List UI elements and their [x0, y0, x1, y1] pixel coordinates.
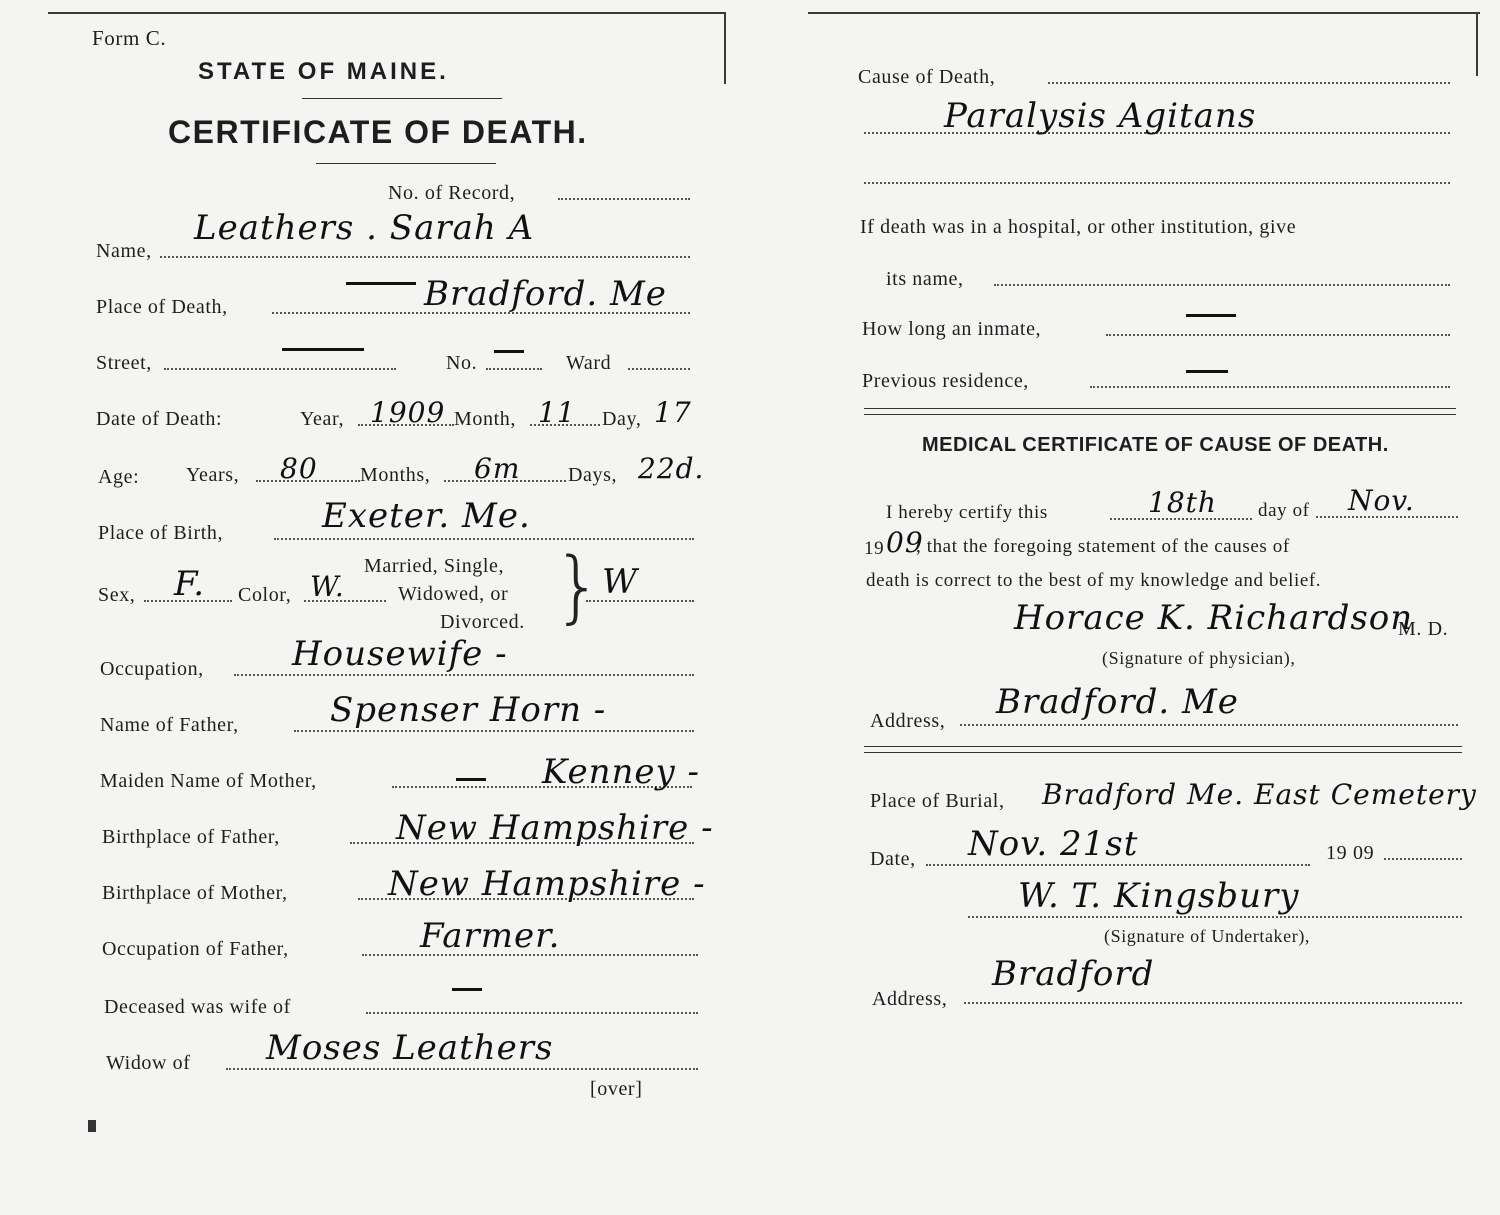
mother-birthplace-label: Birthplace of Mother, [102, 882, 288, 904]
burial-rule-top [864, 746, 1462, 747]
card-right-edge [1476, 12, 1478, 76]
cause-of-death-label: Cause of Death, [858, 66, 996, 88]
place-of-death-value: Bradford. Me [424, 274, 667, 314]
physician-address-label: Address, [870, 710, 946, 732]
color-value: W. [310, 570, 345, 603]
certify-month-value: Nov. [1348, 484, 1415, 517]
father-occupation-value: Farmer. [420, 916, 561, 956]
date-of-death-label: Date of Death: [96, 408, 223, 430]
hospital-name-dotted-line [994, 284, 1450, 286]
sex-label: Sex, [98, 584, 136, 606]
undertaker-address-dotted-line [964, 1002, 1462, 1004]
marital-option-line-2: Widowed, or [398, 583, 509, 605]
street-dotted-line [164, 368, 396, 370]
marital-brace: } [553, 542, 603, 632]
card-right-edge [724, 12, 726, 84]
burial-rule-bottom [864, 752, 1462, 753]
street-label: Street, [96, 352, 152, 374]
death-certificate-back [808, 12, 1480, 1112]
ward-label: Ward [566, 352, 612, 374]
age-months-value: 6m [474, 452, 521, 485]
section-rule-top [864, 408, 1456, 409]
years-label: Years, [186, 464, 240, 486]
inmate-duration-dotted-line [1106, 334, 1450, 336]
state-heading: STATE OF MAINE. [198, 58, 449, 85]
father-occupation-label: Occupation of Father, [102, 938, 289, 960]
previous-residence-dotted-line [1090, 386, 1450, 388]
burial-year-dotted-line [1384, 858, 1462, 860]
father-name-label: Name of Father, [100, 714, 239, 736]
mother-maiden-name-label: Maiden Name of Mother, [100, 770, 317, 792]
place-of-birth-value: Exeter. Me. [322, 496, 531, 536]
burial-year-prefix: 19 [1326, 842, 1348, 864]
death-month-value: 11 [538, 396, 576, 429]
age-label: Age: [98, 466, 140, 488]
burial-date-label: Date, [870, 848, 916, 870]
heading-rule [302, 98, 502, 99]
physician-signature: Horace K. Richardson [1014, 598, 1414, 638]
undertaker-address-label: Address, [872, 988, 948, 1010]
physician-address-value: Bradford. Me [996, 682, 1239, 722]
place-of-birth-label: Place of Birth, [98, 522, 224, 544]
place-of-death-label: Place of Death, [96, 296, 228, 318]
day-of-label: day of [1258, 500, 1310, 521]
over-note: [over] [590, 1078, 643, 1100]
undertaker-address-value: Bradford [992, 954, 1155, 994]
wife-of-dash [452, 988, 482, 991]
inmate-duration-dash [1186, 314, 1236, 317]
cause-of-death-value: Paralysis Agitans [944, 96, 1257, 136]
days-label: Days, [568, 464, 618, 486]
house-number-label: No. [446, 352, 478, 374]
father-birthplace-value: New Hampshire - [396, 808, 714, 848]
form-label: Form C. [92, 26, 167, 50]
medical-certificate-title: MEDICAL CERTIFICATE OF CAUSE OF DEATH. [922, 434, 1389, 456]
year-label: Year, [300, 408, 345, 430]
physician-signature-caption: (Signature of physician), [1102, 648, 1296, 668]
father-name-value: Spenser Horn - [330, 690, 607, 730]
place-of-burial-value: Bradford Me. East Cemetery [1042, 778, 1477, 811]
corner-mark [88, 1120, 96, 1132]
marital-option-line-3: Divorced. [440, 611, 525, 633]
record-dotted-line [558, 198, 690, 200]
color-label: Color, [238, 584, 292, 606]
occupation-dotted-line [234, 674, 694, 676]
street-dash [282, 348, 364, 351]
cause-of-death-dotted-line-3 [864, 182, 1450, 184]
certify-text: I hereby certify this [886, 502, 1048, 523]
ward-dotted-line [628, 368, 690, 370]
card-top-edge [808, 12, 1480, 14]
mother-birthplace-value: New Hampshire - [388, 864, 706, 904]
house-number-dotted-line [486, 368, 542, 370]
occupation-label: Occupation, [100, 658, 204, 680]
undertaker-signature-caption: (Signature of Undertaker), [1104, 926, 1311, 946]
burial-date-dotted-line [926, 864, 1310, 866]
age-years-value: 80 [280, 452, 318, 485]
wife-of-dotted-line [366, 1012, 698, 1014]
statement-line-1: , that the foregoing statement of the causes of [916, 536, 1290, 557]
certify-year-value: 09 [886, 526, 924, 559]
age-days-value: 22d. [638, 452, 705, 485]
name-value: Leathers . Sarah A [194, 208, 535, 248]
name-dotted-line [160, 256, 690, 258]
statement-line-2: death is correct to the best of my knowledge and belief. [866, 570, 1322, 591]
father-name-dotted-line [294, 730, 694, 732]
inmate-duration-label: How long an inmate, [862, 318, 1042, 340]
death-day-value: 17 [654, 396, 692, 429]
death-year-value: 1909 [370, 396, 446, 429]
certify-year-prefix: 19 [864, 538, 885, 559]
occupation-value: Housewife - [292, 634, 508, 674]
hospital-name-label: its name, [886, 268, 964, 290]
certificate-title: CERTIFICATE OF DEATH. [168, 114, 588, 150]
certify-day-value: 18th [1148, 486, 1217, 519]
record-label: No. of Record, [388, 182, 516, 204]
section-rule-bottom [864, 414, 1456, 415]
widow-of-value: Moses Leathers [266, 1028, 554, 1068]
house-number-dash [494, 350, 524, 353]
previous-residence-label: Previous residence, [862, 370, 1029, 392]
month-label: Month, [454, 408, 516, 430]
widow-of-label: Widow of [106, 1052, 191, 1074]
place-of-death-dash [346, 282, 416, 285]
card-top-edge [48, 12, 726, 14]
burial-year-value: 09 [1353, 842, 1375, 864]
day-label: Day, [602, 408, 642, 430]
sex-value: F. [174, 564, 206, 604]
undertaker-signature-dotted-line [968, 916, 1462, 918]
place-of-birth-dotted-line [274, 538, 694, 540]
mother-first-name-dash [456, 778, 486, 781]
md-suffix: M. D. [1398, 618, 1449, 640]
widow-of-dotted-line [226, 1068, 698, 1070]
wife-of-label: Deceased was wife of [104, 996, 291, 1018]
death-certificate-front [48, 12, 728, 1112]
previous-residence-dash [1186, 370, 1228, 373]
burial-date-value: Nov. 21st [968, 824, 1139, 864]
father-birthplace-label: Birthplace of Father, [102, 826, 280, 848]
cause-of-death-dotted-line [1048, 82, 1450, 84]
marital-option-line-1: Married, Single, [364, 555, 505, 577]
physician-address-dotted-line [960, 724, 1458, 726]
hospital-question: If death was in a hospital, or other institution, give [860, 216, 1297, 238]
place-of-burial-label: Place of Burial, [870, 790, 1005, 812]
undertaker-signature: W. T. Kingsbury [1018, 876, 1300, 916]
mother-maiden-name-value: Kenney - [542, 752, 701, 792]
name-label: Name, [96, 240, 152, 262]
title-rule [316, 163, 496, 164]
marital-status-value: W [602, 562, 638, 602]
months-label: Months, [360, 464, 431, 486]
